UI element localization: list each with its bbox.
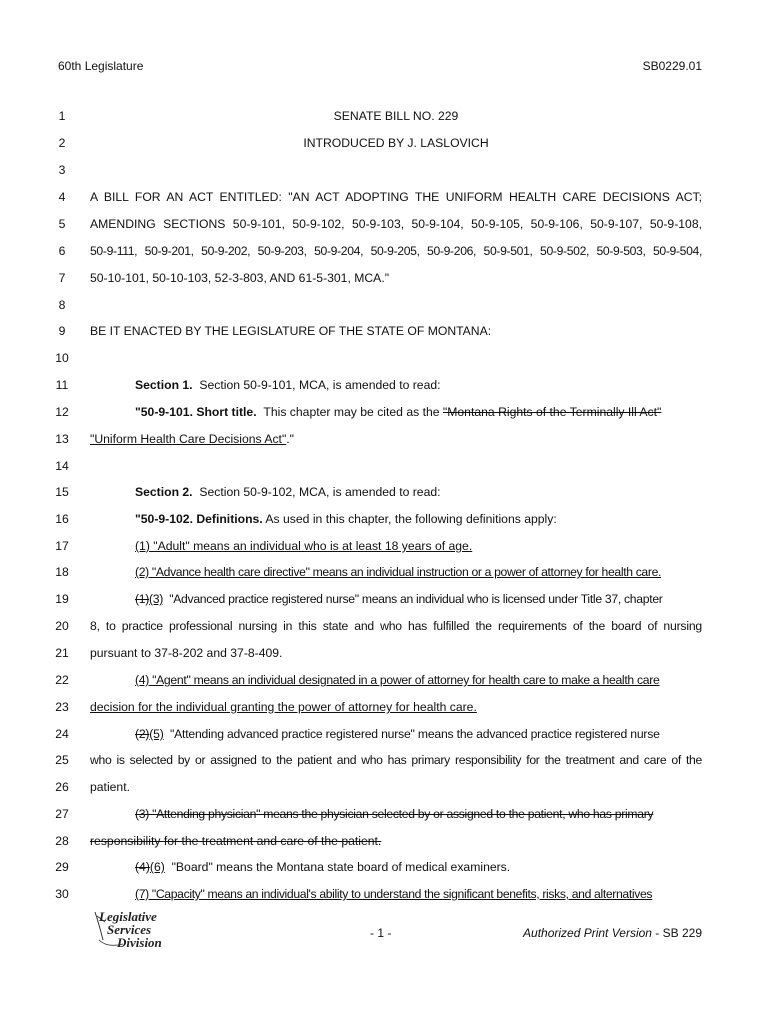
line-text — [135, 670, 702, 690]
section-text: Section 50-9-102, MCA, is amended to read: — [199, 485, 441, 499]
line-number: 10 — [55, 351, 69, 365]
inserted-text: (5) — [149, 727, 164, 741]
line-number: 21 — [55, 646, 69, 660]
line-text — [90, 831, 702, 851]
line-text: 50-9-111, 50-9-201, 50-9-202, 50-9-203, 50-9-204, 50-9-205, 50-9-206, 50-9-501, 50-9-502, 50-9-503, 50-9-504, — [90, 244, 702, 258]
auth-label: Authorized Print Version — [523, 926, 652, 940]
inserted-text: (1) "Adult" means an individual who is at least 18 years of age. — [135, 539, 473, 553]
line-number: 28 — [55, 834, 69, 848]
line-number: 27 — [55, 807, 69, 821]
line-number: 3 — [58, 163, 66, 177]
line-number: 1 — [58, 109, 66, 123]
line-number: 2 — [58, 136, 66, 150]
line-number: 30 — [55, 887, 69, 901]
line-number: 26 — [55, 780, 69, 794]
section-text: ." — [286, 432, 294, 446]
line-text — [135, 724, 702, 744]
line-text — [135, 562, 702, 582]
line-text: who is selected by or assigned to the patient and who has primary responsibility for the treatment and care of the — [90, 753, 702, 767]
logo-line-2: Services — [107, 922, 152, 937]
stricken-text: (1) — [135, 592, 149, 606]
line-text: 8, to practice professional nursing in this state and who has fulfilled the requirements of the board of nursing — [90, 619, 702, 633]
section-text: "Board" means the Montana state board of medical examiners. — [171, 860, 511, 874]
bill-line — [0, 750, 770, 770]
stricken-text: (3) "Attending physician" means the physician selected by or assigned to the patient, who has primary — [135, 807, 654, 821]
line-text — [135, 589, 702, 609]
line-number: 13 — [55, 432, 69, 446]
logo-line-1: Legislative — [99, 909, 157, 924]
section-heading: "50-9-102. Definitions. — [135, 512, 263, 526]
section-heading: Section 1. — [135, 378, 193, 392]
bill-line — [0, 831, 770, 851]
line-number: 14 — [55, 459, 69, 473]
line-text: 50-10-101, 50-10-103, 52-3-803, AND 61-5-301, MCA." — [90, 271, 390, 285]
bill-line — [0, 429, 770, 449]
bill-line — [0, 589, 770, 609]
section-text: This chapter may be cited as the — [263, 405, 440, 419]
line-text: A BILL FOR AN ACT ENTITLED: "AN ACT ADOPTING THE UNIFORM HEALTH CARE DECISIONS ACT; — [90, 190, 702, 204]
line-number: 23 — [55, 700, 69, 714]
bill-line — [0, 321, 770, 341]
line-text — [135, 804, 702, 824]
inserted-text: (3) — [149, 592, 163, 606]
line-text: pursuant to 37-8-202 and 37-8-409. — [90, 646, 283, 660]
bill-line — [0, 804, 770, 824]
bill-line — [0, 857, 770, 877]
line-text — [135, 509, 702, 529]
page-number: - 1 - — [370, 926, 392, 940]
line-text: patient. — [90, 780, 130, 794]
inserted-text: "Uniform Health Care Decisions Act" — [90, 432, 287, 446]
bill-line — [0, 375, 770, 395]
section-text: Section 50-9-101, MCA, is amended to read: — [199, 378, 441, 392]
line-number: 16 — [55, 512, 69, 526]
header-legislature: 60th Legislature — [58, 59, 144, 73]
bill-line — [0, 268, 770, 288]
legislative-services-logo — [93, 910, 183, 952]
inserted-text: (6) — [149, 860, 165, 874]
logo-line-3: Division — [117, 935, 162, 950]
bill-line — [0, 160, 770, 180]
inserted-text: (2) "Advance health care directive" means an individual instruction or a power of attorney for health care. — [135, 565, 662, 579]
line-text — [135, 375, 702, 395]
inserted-text: (4) "Agent" means an individual designated in a power of attorney for health care to make a health care — [135, 673, 660, 687]
bill-line — [0, 724, 770, 744]
bill-line — [0, 643, 770, 663]
bill-line — [0, 697, 770, 717]
bill-line — [0, 482, 770, 502]
inserted-text: (7) "Capacity" means an individual's ability to understand the significant benefits, risks, and alternatives — [135, 887, 653, 901]
section-text: "Attending advanced practice registered nurse" means the advanced practice registered nurse — [169, 727, 660, 741]
bill-line — [0, 348, 770, 368]
bill-title: SENATE BILL NO. 229 — [333, 109, 459, 123]
bill-line — [0, 777, 770, 797]
stricken-text: "Montana Rights of the Terminally Ill Act" — [442, 405, 662, 419]
bill-line — [0, 562, 770, 582]
line-number: 24 — [55, 727, 69, 741]
line-number: 4 — [58, 190, 66, 204]
bill-line — [0, 295, 770, 315]
line-text — [135, 857, 702, 877]
line-number: 9 — [58, 324, 66, 338]
stricken-text: (2) — [135, 727, 150, 741]
line-number: 5 — [58, 217, 66, 231]
line-number: 15 — [55, 485, 69, 499]
bill-line — [0, 509, 770, 529]
header-bill-id: SB0229.01 — [642, 59, 702, 73]
line-text — [135, 884, 702, 904]
line-number: 8 — [58, 298, 66, 312]
line-text — [90, 697, 702, 717]
bill-line — [0, 241, 770, 261]
bill-line — [0, 402, 770, 422]
line-number: 29 — [55, 860, 69, 874]
auth-bill: - SB 229 — [651, 926, 702, 940]
line-number: 25 — [55, 753, 69, 767]
line-text — [135, 482, 702, 502]
line-text — [90, 429, 702, 449]
bill-line — [0, 187, 770, 207]
authorized-print-version — [523, 926, 702, 940]
inserted-text: decision for the individual granting the power of attorney for health care. — [90, 700, 477, 714]
section-text: As used in this chapter, the following definitions apply: — [265, 512, 557, 526]
bill-sponsor: INTRODUCED BY J. LASLOVICH — [303, 136, 489, 150]
bill-line — [0, 884, 770, 904]
bill-line — [0, 214, 770, 234]
line-number: 18 — [55, 565, 69, 579]
bill-line — [0, 616, 770, 636]
line-number: 7 — [58, 271, 66, 285]
bill-line — [0, 536, 770, 556]
line-text: AMENDING SECTIONS 50-9-101, 50-9-102, 50-9-103, 50-9-104, 50-9-105, 50-9-106, 50-9-107, 50-9-108, — [90, 217, 702, 231]
line-number: 22 — [55, 673, 69, 687]
bill-line — [0, 133, 770, 153]
line-number: 12 — [55, 405, 69, 419]
enacting-clause: BE IT ENACTED BY THE LEGISLATURE OF THE STATE OF MONTANA: — [90, 324, 492, 338]
line-number: 6 — [58, 244, 66, 258]
line-number: 19 — [55, 592, 69, 606]
line-text — [135, 536, 702, 556]
section-heading: Section 2. — [135, 485, 193, 499]
line-number: 17 — [55, 539, 69, 553]
line-number: 11 — [55, 378, 69, 392]
line-text — [135, 402, 702, 422]
line-number: 20 — [55, 619, 69, 633]
section-heading: "50-9-101. Short title. — [135, 405, 257, 419]
bill-line — [0, 670, 770, 690]
bill-line — [0, 106, 770, 126]
bill-line — [0, 456, 770, 476]
stricken-text: responsibility for the treatment and care of the patient. — [90, 834, 382, 848]
section-text: "Advanced practice registered nurse" means an individual who is licensed under Title 37, chapter — [169, 592, 663, 606]
stricken-text: (4) — [135, 860, 150, 874]
